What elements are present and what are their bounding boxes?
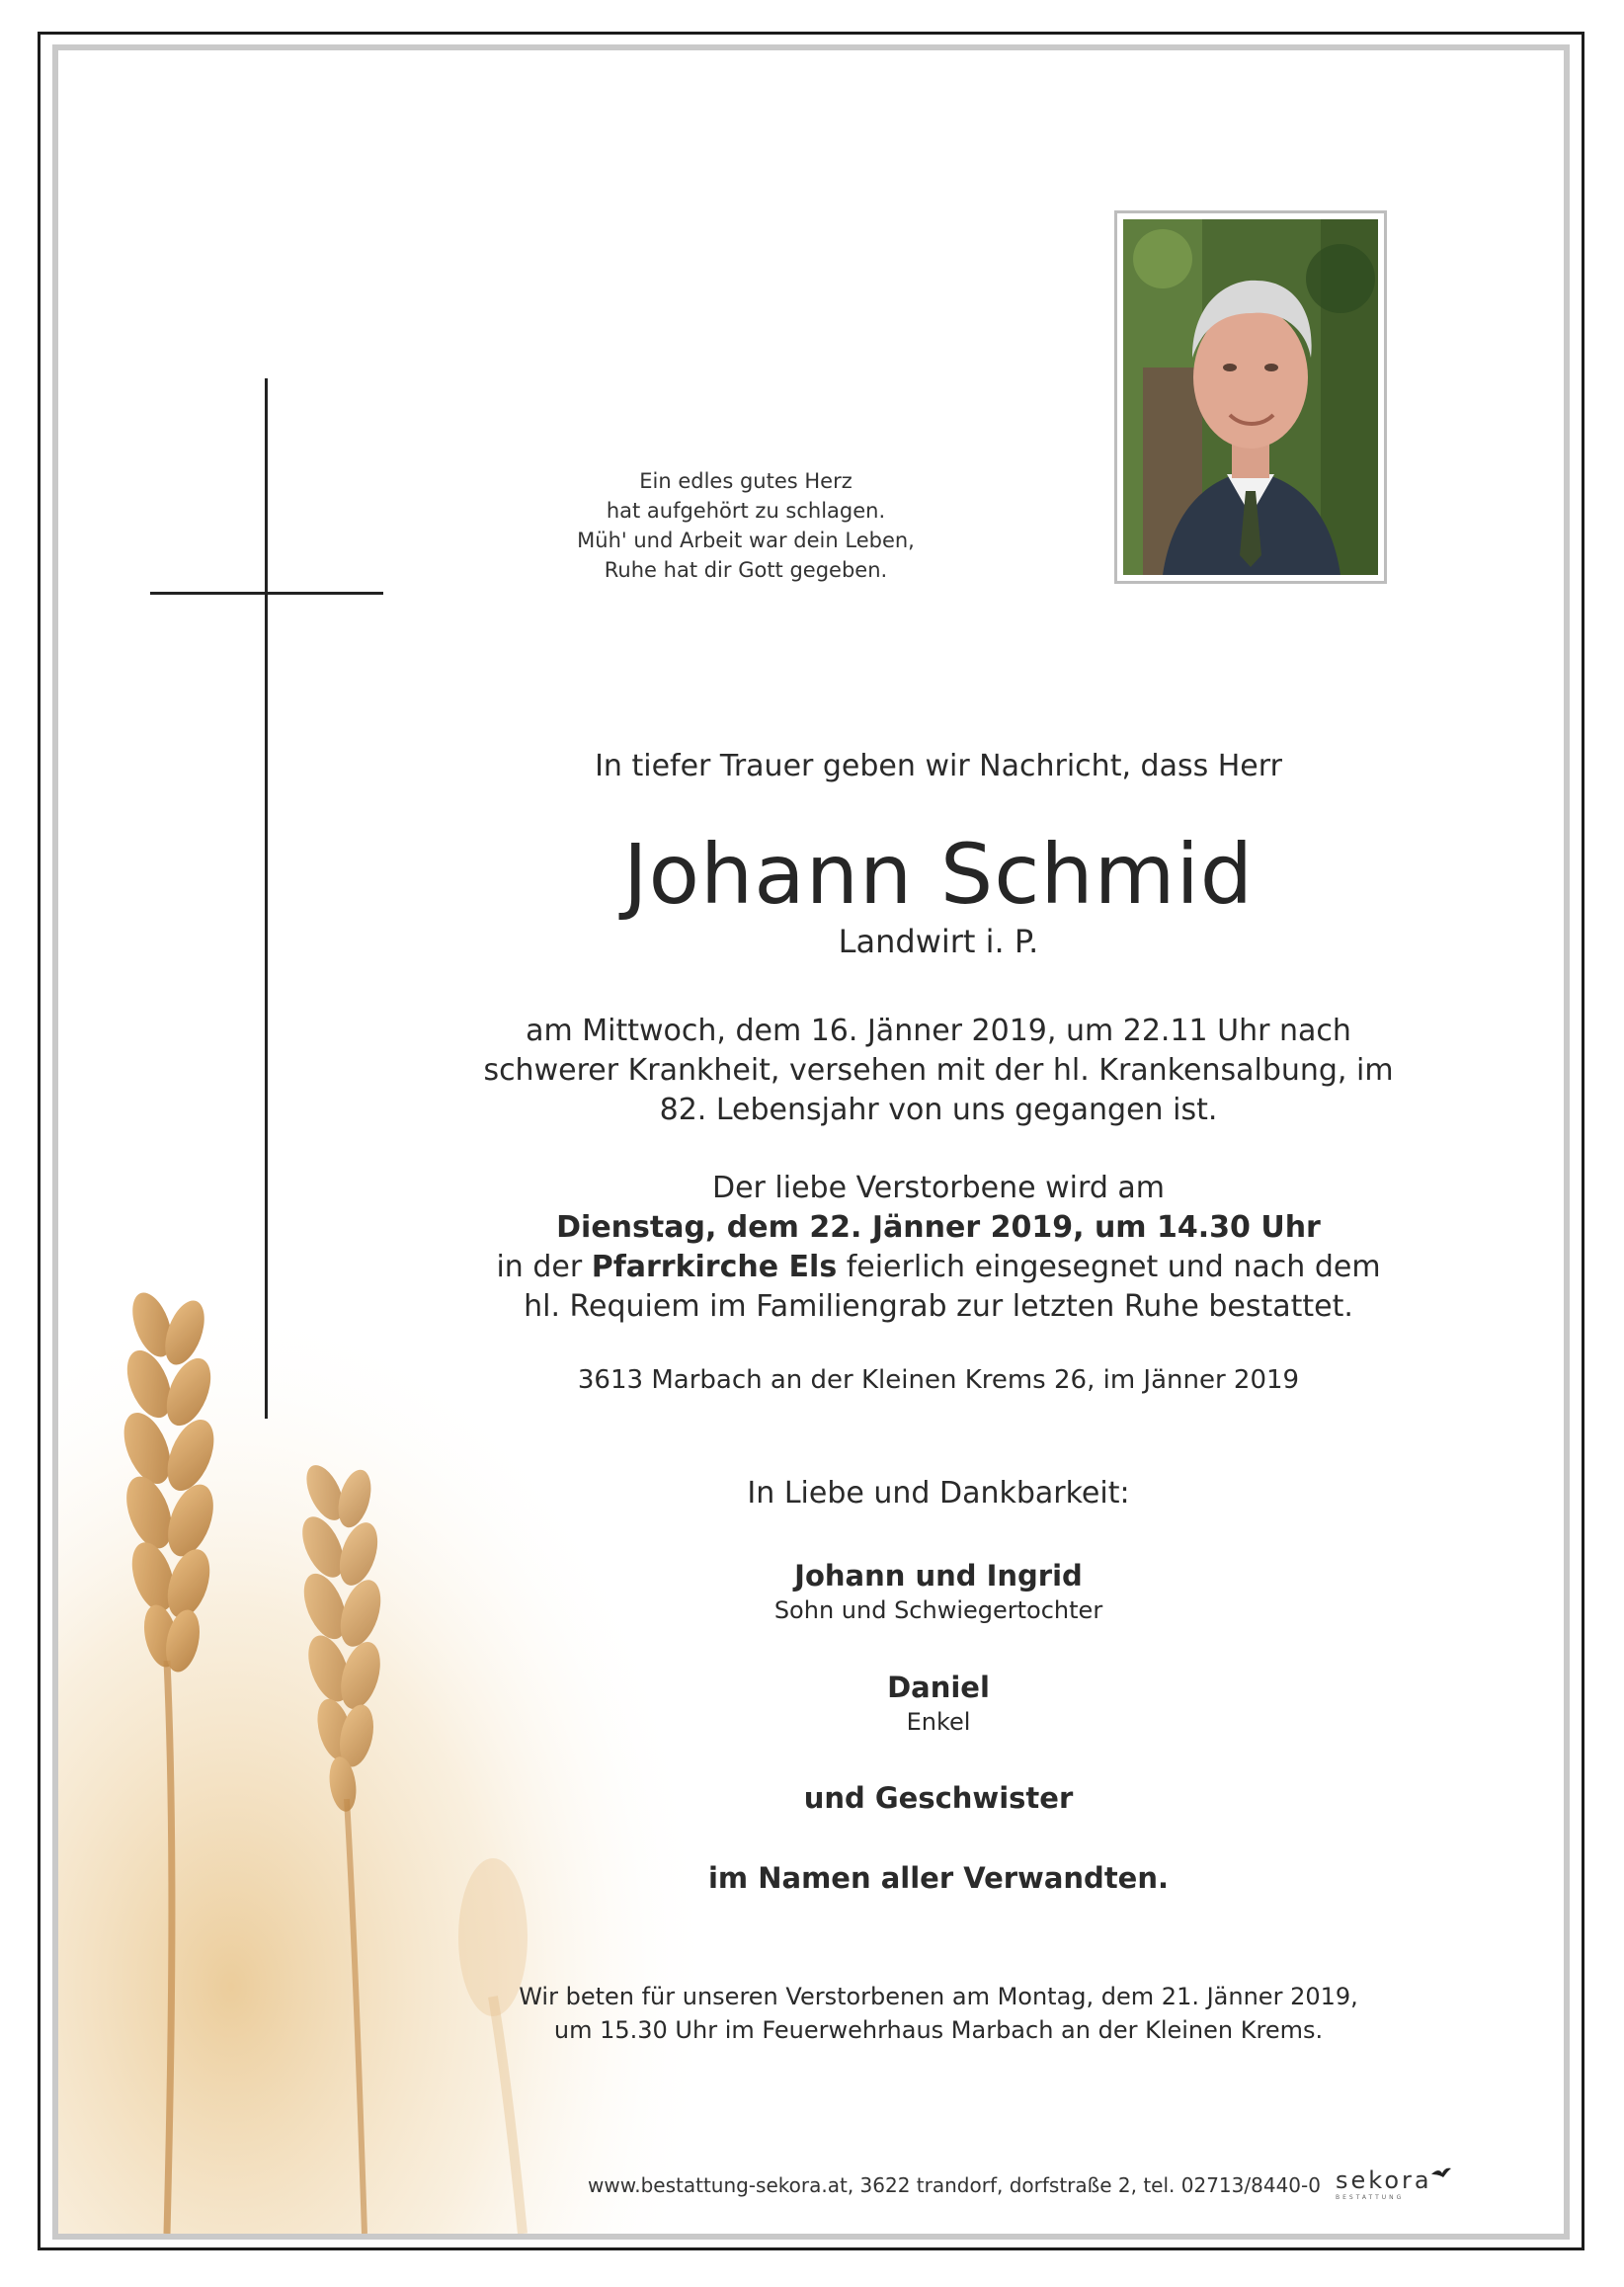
place-date: 3613 Marbach an der Kleinen Krems 26, im Jänner 2019 (577, 1365, 1300, 1395)
family-name: Daniel (887, 1671, 990, 1704)
deceased-name: Johann Schmid (622, 826, 1255, 923)
poem-line: Ein edles gutes Herz (639, 469, 853, 493)
logo-name: sekora (1336, 2166, 1432, 2194)
family-relation: Enkel (906, 1708, 971, 1736)
funeral-church-line: in der Pfarrkirche Els feierlich eingesegnet und nach dem (496, 1250, 1381, 1284)
poem-line: Müh' und Arbeit war dein Leben, (577, 529, 915, 552)
family-name: im Namen aller Verwandten. (707, 1861, 1170, 1895)
footer-contact: www.bestattung-sekora.at, 3622 trandorf, dorfstraße 2, tel. 02713/8440-0 (588, 2173, 1321, 2197)
rosary-notice (390, 1980, 1487, 2047)
funeral-line: hl. Requiem im Familiengrab zur letzten Ruhe bestattet. (524, 1289, 1353, 1324)
portrait-photo (1114, 210, 1387, 584)
cross-vertical-bar (265, 378, 268, 1419)
thanks-heading: In Liebe und Dankbarkeit: (747, 1476, 1130, 1511)
portrait-image (1123, 219, 1378, 575)
death-notice-line: am Mittwoch, dem 16. Jänner 2019, um 22.11 Uhr nach (526, 1014, 1351, 1048)
deceased-title: Landwirt i. P. (838, 923, 1039, 960)
rosary-line: um 15.30 Uhr im Feuerwehrhaus Marbach an der Kleinen Krems. (553, 2016, 1324, 2044)
intro-text: In tiefer Trauer geben wir Nachricht, dass Herr (595, 749, 1282, 783)
poem-line: hat aufgehört zu schlagen. (606, 499, 886, 523)
family-name: Johann und Ingrid (794, 1559, 1083, 1593)
funeral-date: Dienstag, dem 22. Jänner 2019, um 14.30 Uhr (556, 1210, 1321, 1245)
death-notice (390, 1012, 1487, 1130)
family-member (390, 1861, 1487, 1895)
memorial-poem (524, 466, 968, 585)
bird-icon (1430, 2166, 1452, 2182)
family-member (390, 1781, 1487, 1815)
sekora-logo (1336, 2166, 1454, 2206)
family-member (390, 1559, 1487, 1624)
funeral-notice (390, 1169, 1487, 1327)
cross-horizontal-bar (150, 592, 383, 595)
rosary-line: Wir beten für unseren Verstorbenen am Montag, dem 21. Jänner 2019, (519, 1983, 1358, 2010)
death-notice-line: 82. Lebensjahr von uns gegangen ist. (659, 1093, 1218, 1127)
church-name: Pfarrkirche Els (591, 1250, 838, 1284)
death-notice-line: schwerer Krankheit, versehen mit der hl. Krankensalbung, im (483, 1053, 1394, 1088)
poem-line: Ruhe hat dir Gott gegeben. (604, 558, 888, 582)
family-relation: Sohn und Schwiegertochter (773, 1596, 1103, 1624)
funeral-line: Der liebe Verstorbene wird am (711, 1171, 1166, 1205)
family-member (390, 1671, 1487, 1736)
logo-subtitle: BESTATTUNG (1336, 2194, 1405, 2201)
family-name: und Geschwister (803, 1781, 1074, 1815)
